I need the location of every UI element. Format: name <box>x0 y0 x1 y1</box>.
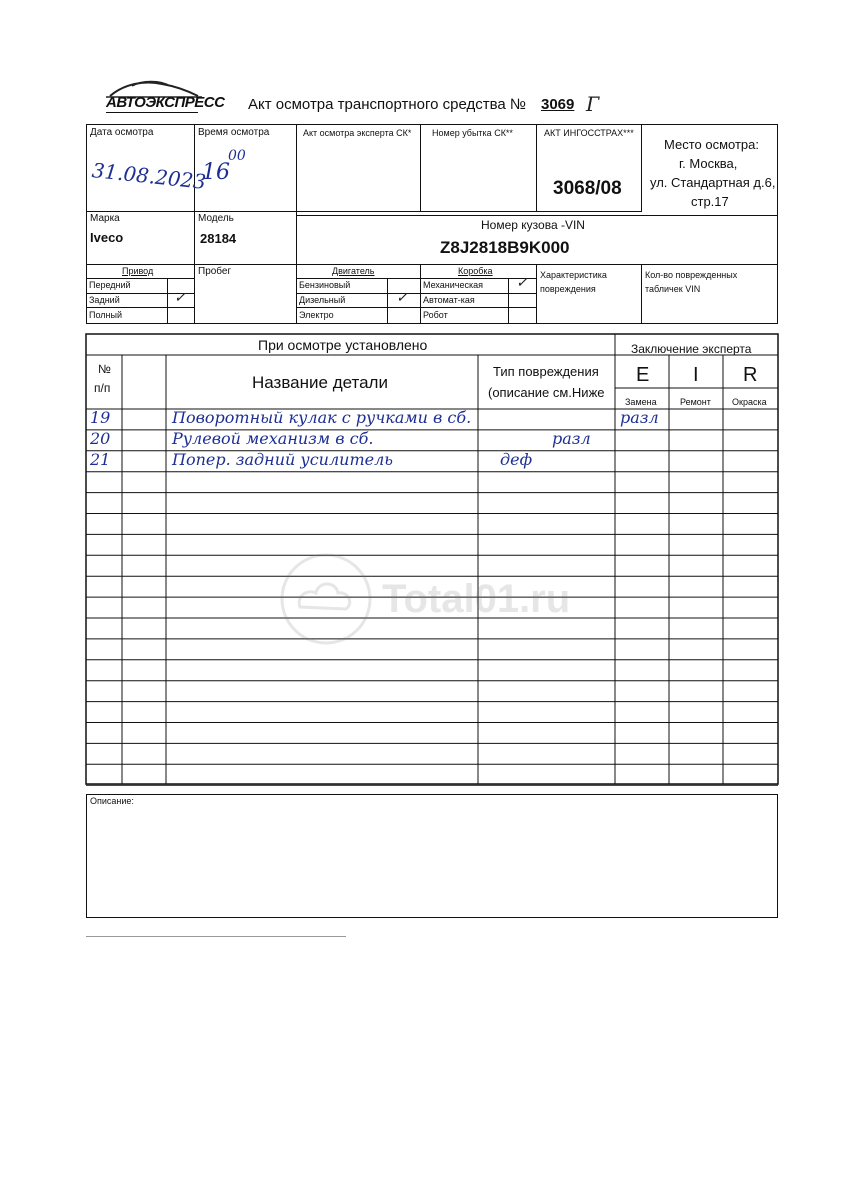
logo-text: АВТОЭКСПРЕСС <box>106 94 225 111</box>
place-line2: ул. Стандартная д.6, <box>650 175 776 190</box>
place-label: Место осмотра: <box>664 137 759 152</box>
row-num: 19 <box>90 408 111 427</box>
place-line3: стр.17 <box>691 194 729 209</box>
letter-i: I <box>693 364 699 386</box>
inspection-time-minutes: 00 <box>228 148 246 164</box>
watermark <box>278 555 578 645</box>
gearbox-option-robot: Робот <box>423 310 448 320</box>
part-header: Название детали <box>252 373 388 392</box>
drive-label: Привод <box>122 266 154 276</box>
place-line1: г. Москва, <box>679 156 738 171</box>
make-label: Марка <box>90 213 120 224</box>
num-header-1: № <box>98 362 111 376</box>
engine-option-petrol: Бензиновый <box>299 280 351 290</box>
gearbox-check-mark-icon: ✓ <box>516 275 528 291</box>
row-part: Попер. задний усилитель <box>172 449 393 469</box>
drive-option-full: Полный <box>89 310 122 320</box>
vin-label: Номер кузова -VIN <box>481 218 585 232</box>
vin-plates-label: Кол-во поврежденных табличек VIN <box>645 270 738 294</box>
inspection-date-value: 31.08.2023 <box>90 158 208 194</box>
row-num: 21 <box>90 449 111 469</box>
watermark-text: Total01.ru <box>382 577 571 621</box>
expert-title: Заключение эксперта <box>631 342 752 356</box>
description-box <box>86 794 778 918</box>
mileage-label: Пробег <box>198 266 232 277</box>
section-title: При осмотре установлено <box>258 337 428 353</box>
row-replace: разл <box>620 408 659 427</box>
drive-option-rear: Задний <box>89 295 120 305</box>
inspection-time-value: 16 <box>202 160 230 185</box>
drive-check-mark-icon: ✓ <box>174 290 186 306</box>
model-label: Модель <box>198 213 234 224</box>
engine-check-mark-icon: ✓ <box>396 290 408 306</box>
engine-option-electric: Электро <box>299 310 334 320</box>
act-suffix: Г <box>586 92 600 116</box>
description-label: Описание: <box>90 796 134 806</box>
model-value: 28184 <box>200 231 237 246</box>
sub-paint: Окраска <box>732 397 767 407</box>
ingos-act-value: 3068/08 <box>553 178 622 199</box>
row-part: Поворотный кулак с ручками в сб. <box>172 408 472 427</box>
act-number: 3069 <box>541 96 575 113</box>
letter-e: E <box>636 364 650 386</box>
document-title: Акт осмотра транспортного средства № <box>248 96 527 113</box>
sub-repair: Ремонт <box>680 397 711 407</box>
watermark-cloud-icon <box>278 551 374 647</box>
loss-number-label: Номер убытка СК** <box>432 128 513 138</box>
row-damage: разл <box>552 428 591 448</box>
gearbox-option-auto: Автомат-кая <box>423 295 475 305</box>
damage-header-1: Тип повреждения <box>493 364 599 379</box>
engine-label: Двигатель <box>332 266 375 276</box>
inspection-time-label: Время осмотра <box>198 127 270 138</box>
sub-replace: Замена <box>625 397 657 407</box>
damage-header-2: (описание см.Ниже <box>488 385 605 400</box>
gearbox-label: Коробка <box>458 266 493 276</box>
inspection-date-label: Дата осмотра <box>90 127 154 138</box>
row-part: Рулевой механизм в сб. <box>172 428 374 448</box>
damage-char-label: Характеристика повреждения <box>540 270 607 294</box>
letter-r: R <box>743 364 758 386</box>
row-num: 20 <box>90 428 111 448</box>
num-header-2: п/п <box>94 381 111 395</box>
ingos-act-label: АКТ ИНГОССТРАХ*** <box>544 128 634 138</box>
row-damage: деф <box>500 449 533 469</box>
footer-divider <box>86 936 346 937</box>
make-value: Iveco <box>90 230 124 245</box>
drive-option-front: Передний <box>89 280 131 290</box>
vin-value: Z8J2818B9K000 <box>440 238 570 257</box>
gearbox-option-manual: Механическая <box>423 280 484 290</box>
expert-act-label: Акт осмотра эксперта СК* <box>303 128 412 138</box>
engine-option-diesel: Дизельный <box>299 295 346 305</box>
